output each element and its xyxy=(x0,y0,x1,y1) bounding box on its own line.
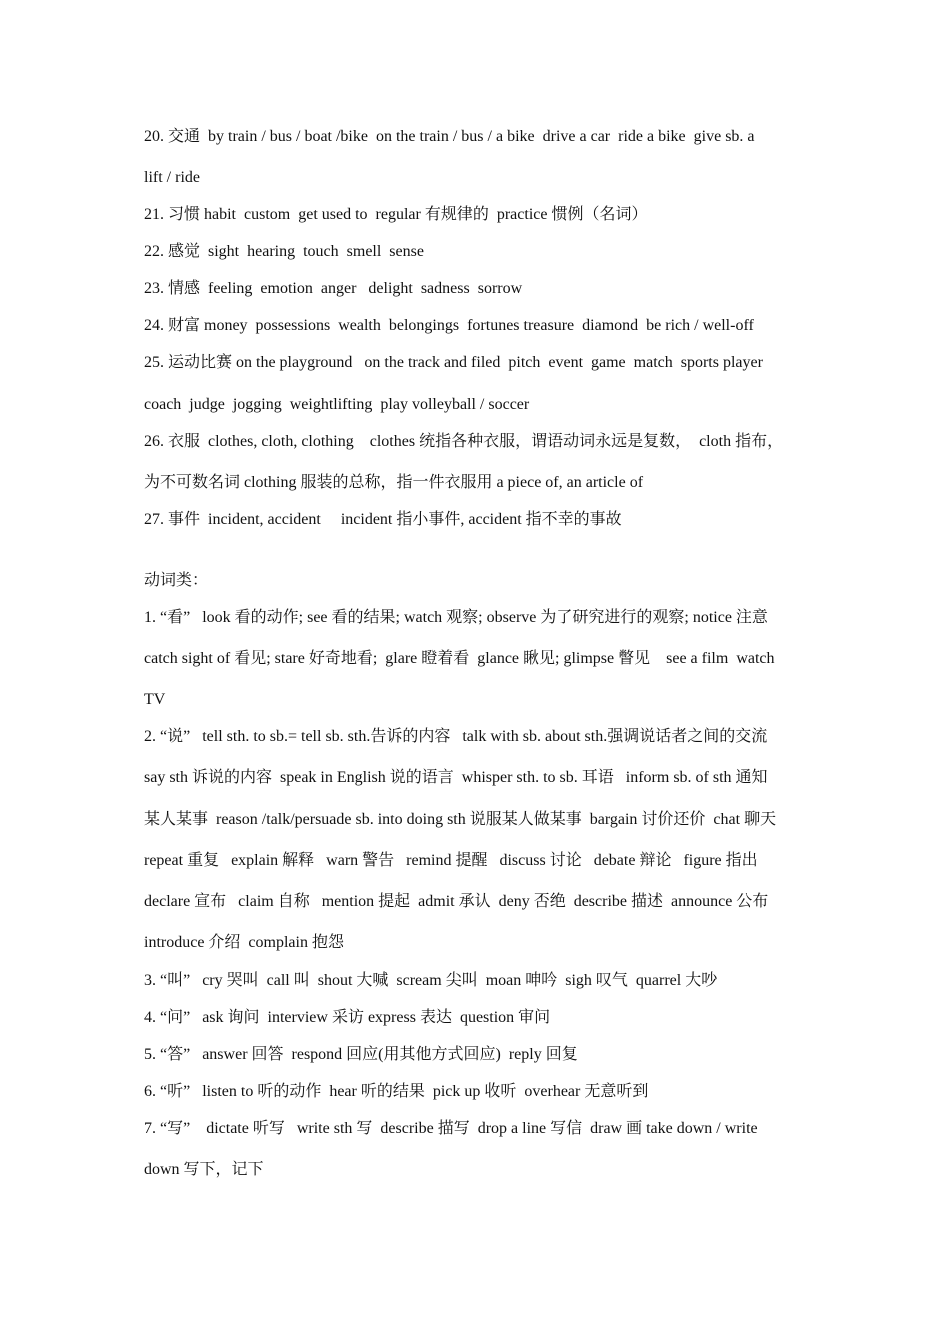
text-line: declare 宣布 claim 自称 mention 提起 admit 承认 deny 否绝 describe 描述 announce 公布 xyxy=(144,893,769,910)
text-line: 20. 交通 by train / bus / boat /bike on the train / bus / a bike drive a car ride a bike give sb. a xyxy=(144,128,755,145)
text-line: 为不可数名词 clothing 服装的总称，指一件衣服用 a piece of, an article of xyxy=(144,474,644,491)
text-line: 26. 衣服 clothes, cloth, clothing clothes 统指各种衣服，谓语动词永远是复数， cloth 指布， xyxy=(144,433,784,450)
text-line: 3. “叫” cry 哭叫 call 叫 shout 大喊 scream 尖叫 moan 呻吟 sigh 叹气 quarrel 大吵 xyxy=(144,972,718,989)
section-heading: 动词类： xyxy=(144,572,209,589)
text-line: 24. 财富 money possessions wealth belongings fortunes treasure diamond be rich / well-off xyxy=(144,317,754,334)
text-line: 22. 感觉 sight hearing touch smell sense xyxy=(144,243,424,260)
text-line: repeat 重复 explain 解释 warn 警告 remind 提醒 discuss 讨论 debate 辩论 figure 指出 xyxy=(144,852,758,869)
text-line: TV xyxy=(144,691,166,708)
text-line: 4. “问” ask 询问 interview 采访 express 表达 question 审问 xyxy=(144,1009,551,1026)
text-line: 7. “写” dictate 听写 write sth 写 describe 描写 drop a line 写信 draw 画 take down / write xyxy=(144,1120,758,1137)
text-line: say sth 诉说的内容 speak in English 说的语言 whisper sth. to sb. 耳语 inform sb. of sth 通知 xyxy=(144,769,768,786)
text-line: 1. “看” look 看的动作; see 看的结果; watch 观察; observe 为了研究进行的观察; notice 注意 xyxy=(144,609,768,626)
text-line: lift / ride xyxy=(144,169,200,186)
text-line: 27. 事件 incident, accident incident 指小事件, accident 指不幸的事故 xyxy=(144,511,622,528)
text-line: coach judge jogging weightlifting play volleyball / soccer xyxy=(144,396,530,413)
text-line: down 写下，记下 xyxy=(144,1161,264,1178)
text-line: 6. “听” listen to 听的动作 hear 听的结果 pick up 收听 overhear 无意听到 xyxy=(144,1083,649,1100)
text-line: 25. 运动比赛 on the playground on the track and filed pitch event game match sports player xyxy=(144,354,763,371)
text-line: 5. “答” answer 回答 respond 回应(用其他方式回应) reply 回复 xyxy=(144,1046,578,1063)
text-line: 23. 情感 feeling emotion anger delight sadness sorrow xyxy=(144,280,523,297)
text-line: 2. “说” tell sth. to sb.= tell sb. sth.告诉的内容 talk with sb. about sth.强调说话者之间的交流 xyxy=(144,728,768,745)
text-line: 某人某事 reason /talk/persuade sb. into doing sth 说服某人做某事 bargain 讨价还价 chat 聊天 xyxy=(144,811,777,828)
text-line: 21. 习惯 habit custom get used to regular 有规律的 practice 惯例（名词） xyxy=(144,206,648,223)
text-line: catch sight of 看见; stare 好奇地看; glare 瞪着看 glance 瞅见; glimpse 瞥见 see a film watch xyxy=(144,650,775,667)
text-line: introduce 介绍 complain 抱怨 xyxy=(144,934,344,951)
